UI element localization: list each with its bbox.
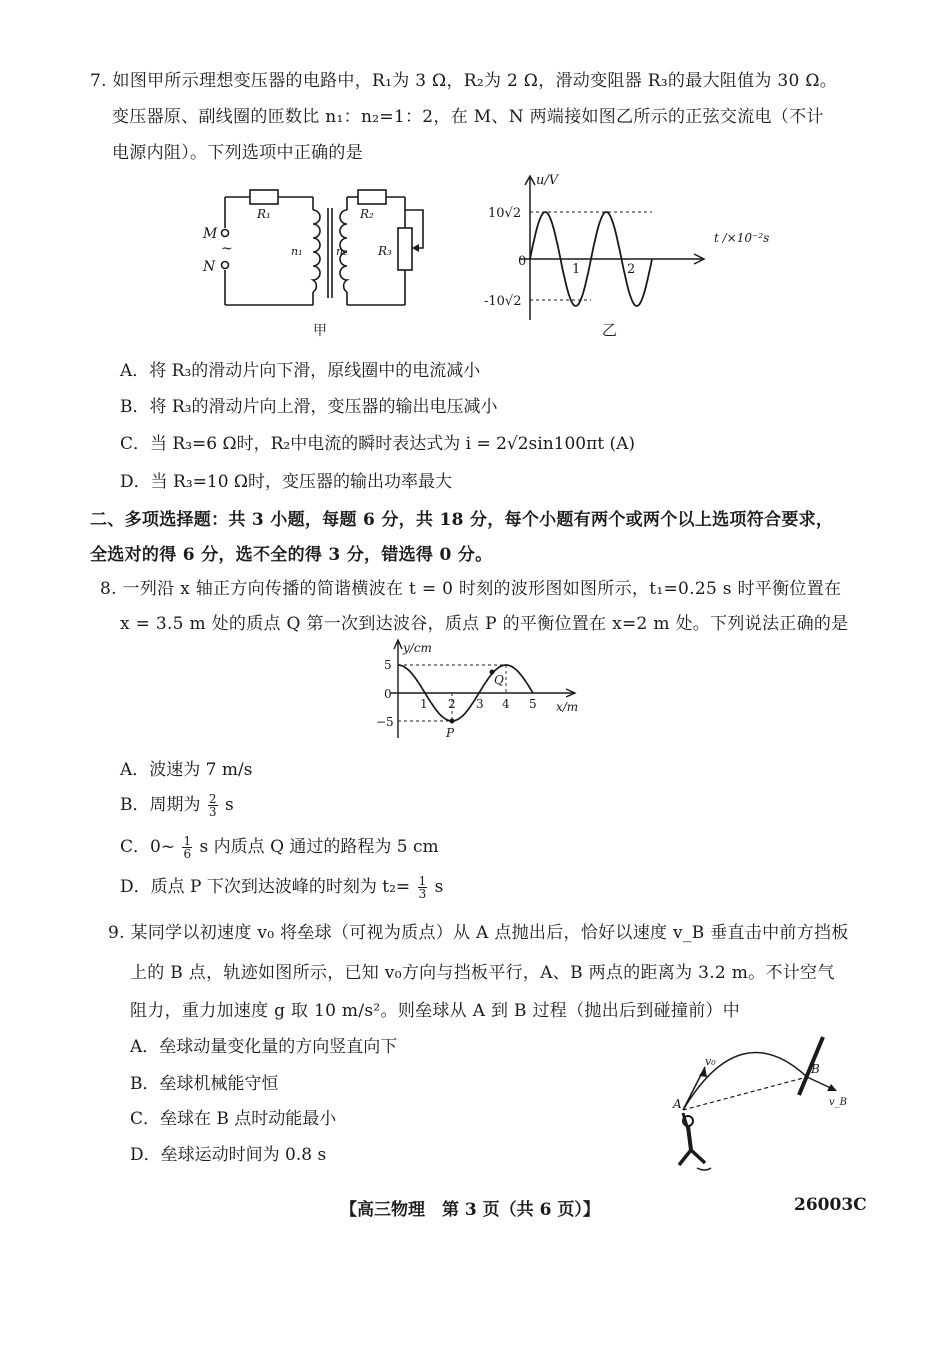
tick-x5: 5 xyxy=(529,697,537,711)
q9-option-d[interactable]: D．垒球运动时间为 0.8 s xyxy=(130,1145,327,1165)
resistor-r2 xyxy=(358,190,386,204)
tick-x3: 3 xyxy=(476,697,484,711)
label-m: M xyxy=(203,226,218,242)
q9-line-2: 上的 B 点，轨迹如图所示，已知 v₀方向与挡板平行，A、B 两点的距离为 3.2 m。不计空气 xyxy=(130,963,835,983)
q8-option-c-fraction: $\frac{1}{6}$ xyxy=(183,834,192,861)
page-footer: 【高三物理 第 3 页（共 6 页）】 xyxy=(340,1200,600,1220)
transformer-circuit-figure xyxy=(195,180,445,340)
label-p: P xyxy=(446,726,455,740)
label-q: Q xyxy=(494,673,504,687)
label-vb: v_B xyxy=(829,1097,847,1108)
q7-option-d[interactable]: D．当 R₃=10 Ω时，变压器的输出功率最大 xyxy=(120,472,453,492)
label-r3: R₃ xyxy=(378,244,392,258)
section-2-heading-line-1: 二、多项选择题：共 3 小题，每题 6 分，共 18 分，每个小题有两个或两个以上选项符合要求， xyxy=(90,510,834,530)
q8-line-2: x = 3.5 m 处的质点 Q 第一次到达波谷，质点 P 的平衡位置在 x=2 m 处。下列说法正确的是 xyxy=(120,614,849,634)
tick-origin: 0 xyxy=(518,254,527,269)
label-a: A xyxy=(673,1097,682,1111)
q7-line-3: 电源内阻）。下列选项中正确的是 xyxy=(112,143,363,163)
q9-option-b[interactable]: B．垒球机械能守恒 xyxy=(130,1074,279,1094)
q8-line-1: 8. 一列沿 x 轴正方向传播的简谐横波在 t = 0 时刻的波形图如图所示，t₁=0.25 s 时平衡位置在 xyxy=(100,579,842,599)
tick-x1: 1 xyxy=(420,697,428,711)
label-r2: R₂ xyxy=(360,207,374,221)
q8-option-b-text: B．周期为 xyxy=(120,795,201,815)
q8-option-c[interactable] xyxy=(120,832,439,860)
q8-option-c-rest: s 内质点 Q 通过的路程为 5 cm xyxy=(199,837,439,857)
ac-source-symbol: ~ xyxy=(221,241,233,257)
axis-label-t: t /×10⁻²s xyxy=(714,231,770,245)
q8-option-b-fraction: $\frac{2}{3}$ xyxy=(208,792,217,819)
q9-option-c[interactable]: C．垒球在 B 点时动能最小 xyxy=(130,1109,337,1129)
q8-option-d-unit: s xyxy=(434,877,444,897)
label-n1: n₁ xyxy=(291,245,303,258)
q7-line-1: 7. 如图甲所示理想变压器的电路中，R₁为 3 Ω，R₂为 2 Ω，滑动变阻器 R₃的最大阻值为 30 Ω。 xyxy=(90,71,838,91)
q8-option-d[interactable] xyxy=(120,872,443,900)
q8-option-a[interactable]: A．波速为 7 m/s xyxy=(120,760,253,780)
label-n: N xyxy=(203,259,216,275)
resistor-r1 xyxy=(250,190,278,204)
q8-option-d-text: D．质点 P 下次到达波峰的时刻为 t₂= xyxy=(120,877,411,897)
trajectory-curve xyxy=(683,1053,807,1110)
axis-label-u: u/V xyxy=(536,173,559,188)
q8-option-d-fraction: $\frac{1}{3}$ xyxy=(418,874,427,901)
tick-ym5: −5 xyxy=(376,715,394,729)
q8-option-b[interactable] xyxy=(120,790,234,818)
figure-caption-jia: 甲 xyxy=(313,323,327,339)
q8-option-c-text: C．0~ xyxy=(120,837,176,857)
q9-option-a[interactable]: A．垒球动量变化量的方向竖直向下 xyxy=(130,1037,398,1057)
tick-x2: 2 xyxy=(448,697,456,711)
paper-code: 26003C xyxy=(794,1195,867,1215)
primary-coil xyxy=(313,210,320,292)
wave-graph-figure xyxy=(360,636,590,746)
tick-x4: 4 xyxy=(502,697,510,711)
voltage-sine-figure xyxy=(480,170,770,340)
label-n2: n₂ xyxy=(336,245,348,258)
tick-ymax: 10√2 xyxy=(488,206,522,221)
tick-ymin: -10√2 xyxy=(484,294,522,309)
q9-line-1: 9. 某同学以初速度 v₀ 将垒球（可视为质点）从 A 点抛出后，恰好以速度 v_B 垂直击中前方挡板 xyxy=(108,923,849,943)
axis-label-y: y/cm xyxy=(403,641,432,655)
q7-option-c[interactable]: C．当 R₃=6 Ω时，R₂中电流的瞬时表达式为 i = 2√2sin100πt (A) xyxy=(120,434,636,454)
label-v0: v₀ xyxy=(705,1055,716,1068)
point-p xyxy=(450,719,455,724)
tick-y0: 0 xyxy=(384,687,392,701)
label-b: B xyxy=(811,1062,820,1076)
q7-option-a[interactable]: A．将 R₃的滑动片向下滑，原线圈中的电流减小 xyxy=(120,361,481,381)
tick-y5: 5 xyxy=(384,658,392,672)
tick-t2: 2 xyxy=(627,262,636,277)
rheostat-r3 xyxy=(398,228,412,270)
q7-line-2: 变压器原、副线圈的匝数比 n₁：n₂=1：2，在 M、N 两端接如图乙所示的正弦交流电（不计 xyxy=(112,107,824,127)
q8-option-b-unit: s xyxy=(224,795,234,815)
section-2-heading-line-2: 全选对的得 6 分，选不全的得 3 分，错选得 0 分。 xyxy=(90,545,493,565)
ab-dashed-line xyxy=(683,1077,807,1110)
tick-t1: 1 xyxy=(572,262,581,277)
projectile-figure xyxy=(655,1025,855,1180)
q7-option-b[interactable]: B．将 R₃的滑动片向上滑，变压器的输出电压减小 xyxy=(120,397,498,417)
figure-caption-yi: 乙 xyxy=(602,321,618,339)
label-r1: R₁ xyxy=(257,207,271,221)
q9-line-3: 阻力，重力加速度 g 取 10 m/s²。则垒球从 A 到 B 过程（抛出后到碰撞前）中 xyxy=(130,1001,741,1021)
axis-label-x: x/m xyxy=(556,700,579,714)
